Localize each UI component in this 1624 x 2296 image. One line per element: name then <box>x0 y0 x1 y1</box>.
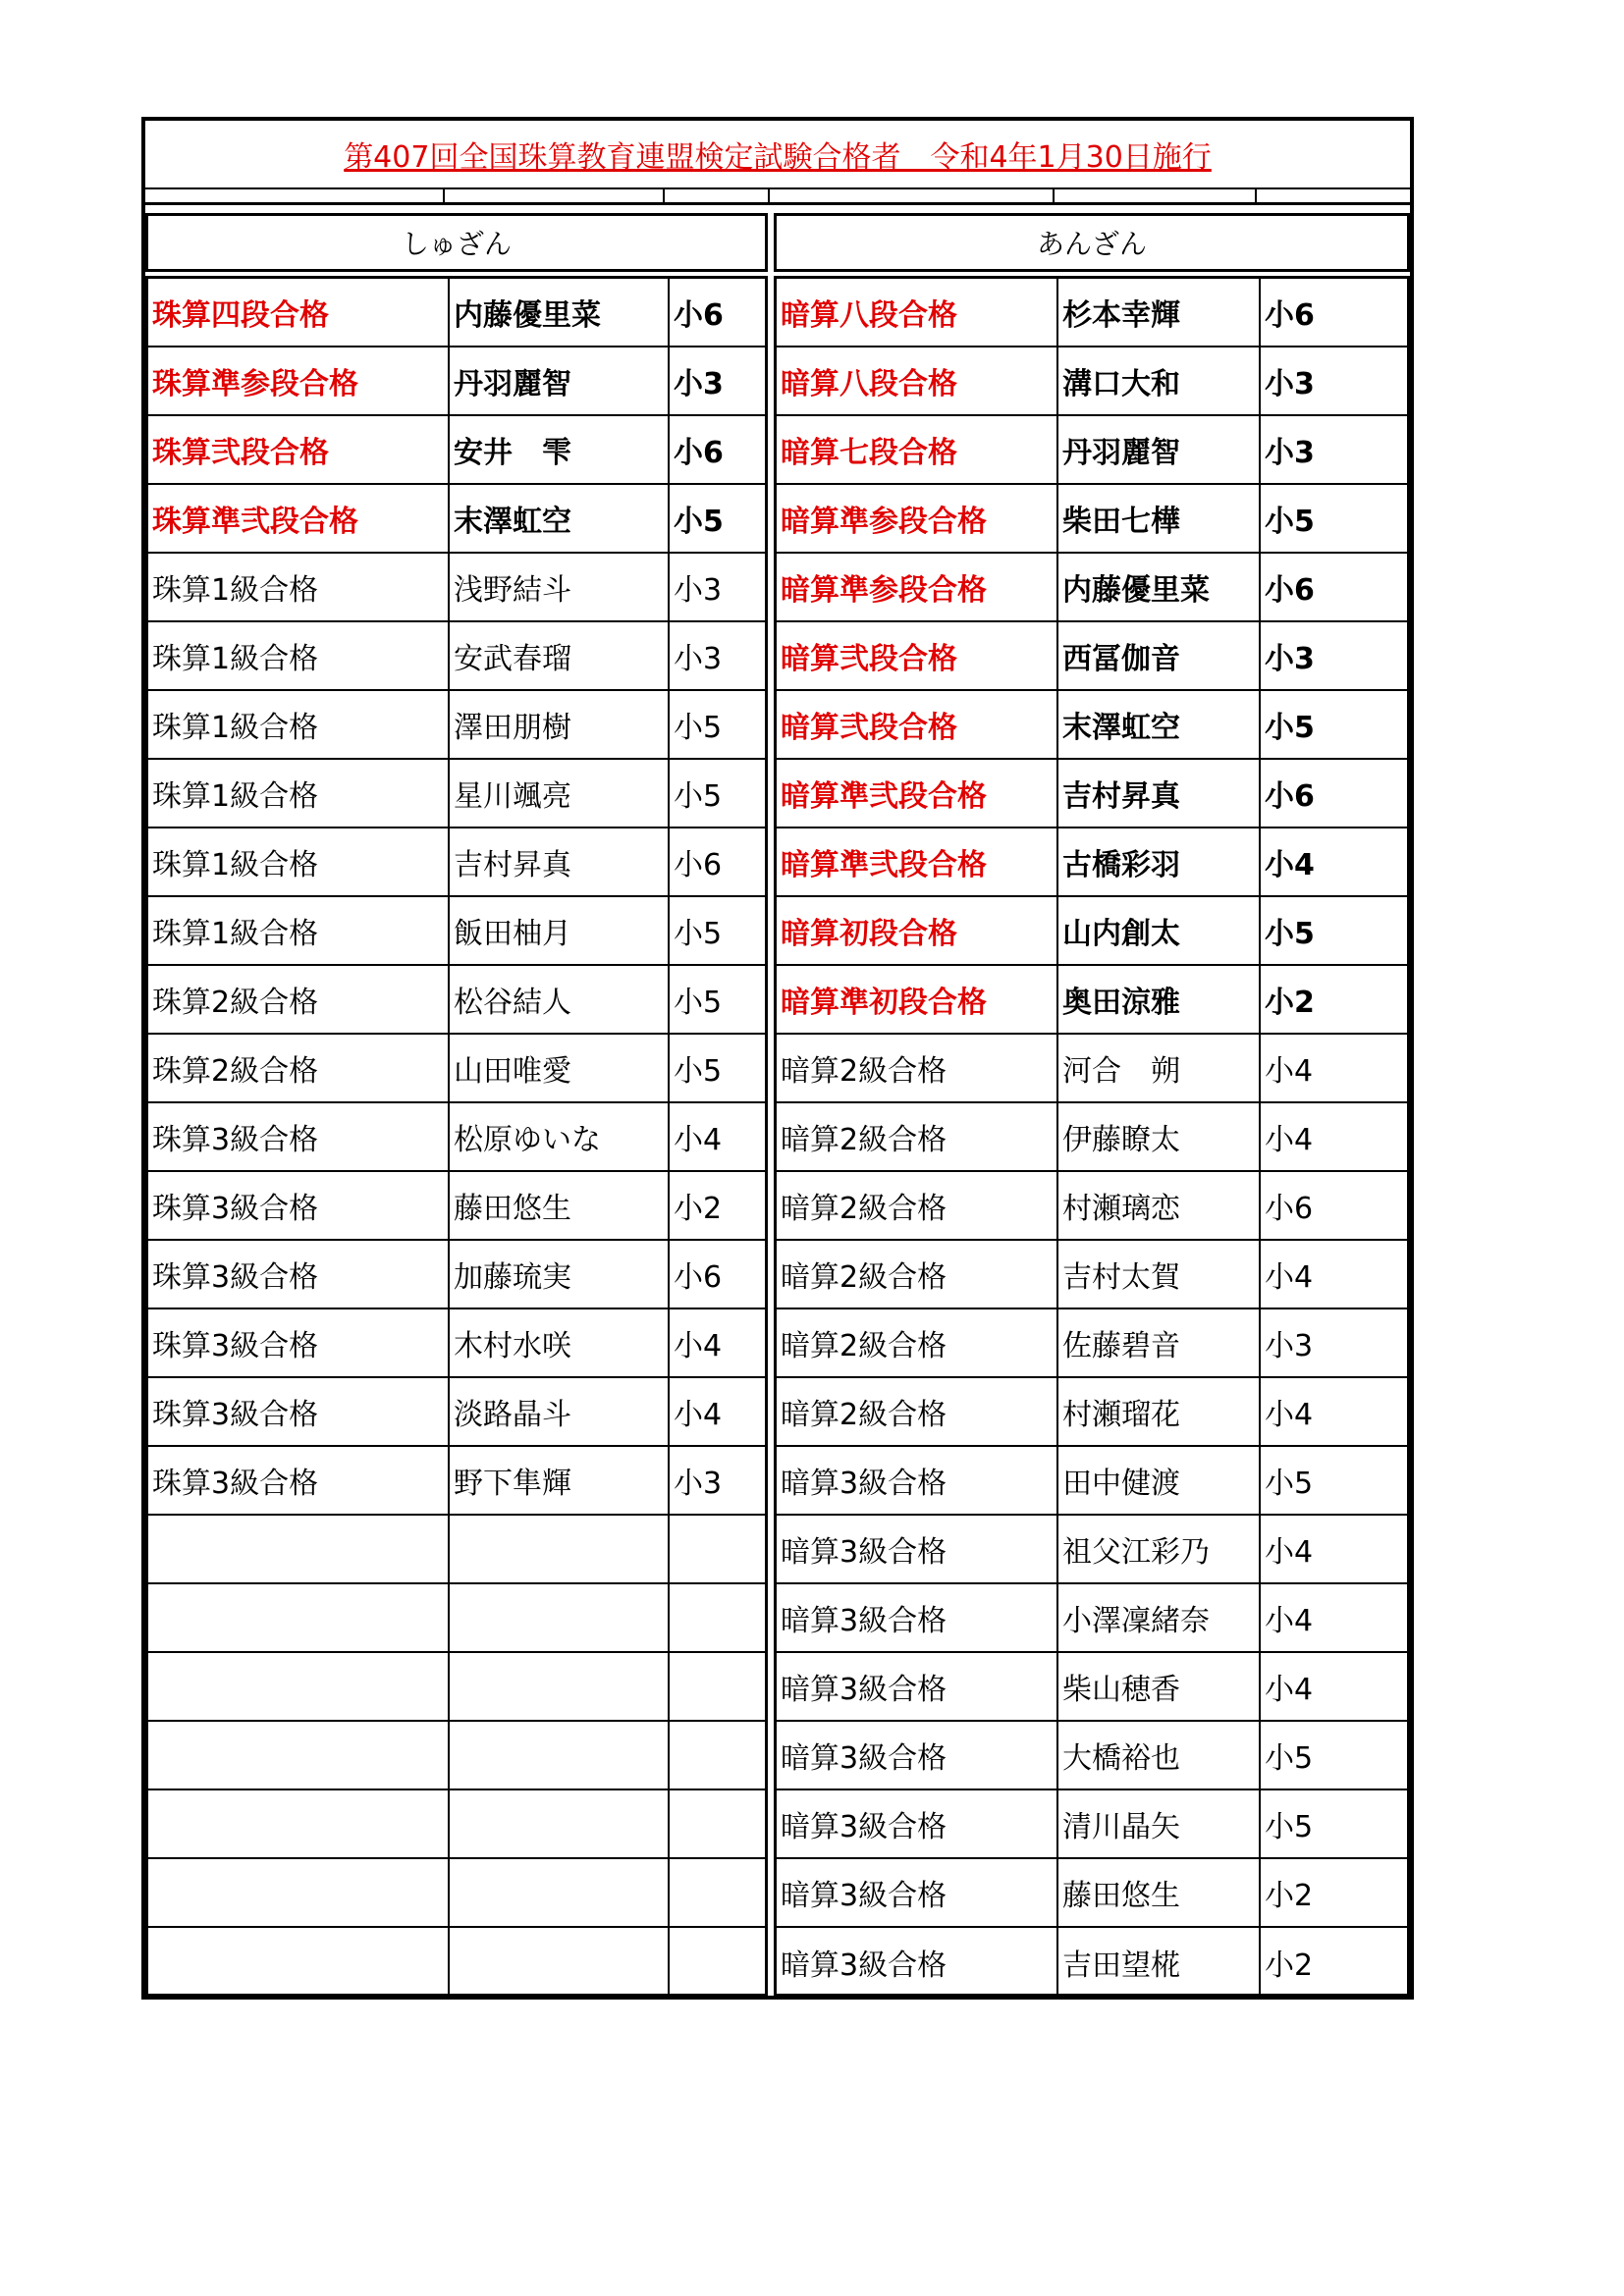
level-cell: 珠算準弐段合格 <box>148 485 450 552</box>
table-row <box>777 1103 1407 1172</box>
grade-cell: 小3 <box>674 1467 723 1501</box>
table-row <box>148 1309 765 1378</box>
spacer-divider <box>768 189 770 202</box>
grade-cell: 小2 <box>674 1192 723 1226</box>
name-cell: 溝口大和 <box>1058 347 1261 414</box>
name-cell: 柴田七樺 <box>1058 485 1261 552</box>
table-row <box>148 828 765 897</box>
grade-cell: 小4 <box>1265 1535 1314 1570</box>
table-row <box>148 554 765 622</box>
name-cell: 安武春瑠 <box>450 622 670 689</box>
name-cell: 藤田悠生 <box>1058 1859 1261 1926</box>
grade-cell: 小2 <box>1265 986 1315 1020</box>
spacer-divider <box>663 189 665 202</box>
grade-cell: 小3 <box>674 642 723 676</box>
table-row <box>777 1928 1407 1997</box>
table-row <box>148 1859 765 1928</box>
grade-cell: 小6 <box>674 436 724 470</box>
grade-cell: 小5 <box>1265 1810 1314 1844</box>
level-cell: 暗算弐段合格 <box>777 622 1058 689</box>
name-cell: 澤田朋樹 <box>450 691 670 758</box>
level-cell: 珠算3級合格 <box>148 1172 450 1239</box>
table-row <box>777 485 1407 554</box>
name-cell: 安井 雫 <box>450 416 670 483</box>
grade-cell: 小6 <box>1265 573 1315 608</box>
table-row <box>148 760 765 828</box>
grade-cell: 小4 <box>1265 1123 1314 1157</box>
grade-cell <box>670 1653 765 1720</box>
name-cell <box>450 1584 670 1651</box>
table-row <box>148 1653 765 1722</box>
name-cell: 松原ゆいな <box>450 1103 670 1170</box>
table-row <box>777 1035 1407 1103</box>
name-cell: 杉本幸輝 <box>1058 279 1261 346</box>
grade-cell <box>670 1516 765 1582</box>
level-cell: 暗算初段合格 <box>777 897 1058 964</box>
grade-cell: 小2 <box>1265 1879 1314 1913</box>
table-row <box>777 1790 1407 1859</box>
grade-cell: 小2 <box>1265 1949 1314 1983</box>
name-cell <box>450 1928 670 1997</box>
grade-cell: 小4 <box>1265 1054 1314 1089</box>
name-cell <box>450 1653 670 1720</box>
table-row <box>148 1172 765 1241</box>
table-row <box>777 897 1407 966</box>
level-cell: 暗算準初段合格 <box>777 966 1058 1033</box>
level-cell: 暗算弐段合格 <box>777 691 1058 758</box>
table-row <box>148 1790 765 1859</box>
grade-cell: 小4 <box>1265 1260 1314 1295</box>
table-row <box>148 279 765 347</box>
table-row <box>148 1103 765 1172</box>
grade-cell: 小5 <box>1265 1467 1314 1501</box>
name-cell: 河合 朔 <box>1058 1035 1261 1101</box>
level-cell: 珠算1級合格 <box>148 828 450 895</box>
level-cell: 珠算1級合格 <box>148 760 450 827</box>
level-cell: 暗算3級合格 <box>777 1584 1058 1651</box>
level-cell: 珠算3級合格 <box>148 1103 450 1170</box>
results-sheet <box>141 117 1414 2000</box>
table-row <box>777 1516 1407 1584</box>
level-cell: 珠算1級合格 <box>148 622 450 689</box>
table-row <box>148 897 765 966</box>
name-cell: 田中健渡 <box>1058 1447 1261 1514</box>
table-row <box>148 1928 765 1997</box>
table-row <box>777 1447 1407 1516</box>
level-cell <box>148 1584 450 1651</box>
name-cell: 内藤優里菜 <box>450 279 670 346</box>
grade-cell: 小5 <box>1265 711 1315 745</box>
level-cell <box>148 1928 450 1997</box>
table-row <box>148 1035 765 1103</box>
level-cell: 珠算3級合格 <box>148 1241 450 1308</box>
table-row <box>148 691 765 760</box>
grade-cell: 小6 <box>674 1260 723 1295</box>
name-cell <box>450 1859 670 1926</box>
grade-cell: 小6 <box>1265 779 1315 814</box>
grade-cell: 小5 <box>674 505 724 539</box>
name-cell <box>450 1516 670 1582</box>
spacer-divider <box>1053 189 1055 202</box>
table-row <box>148 1722 765 1790</box>
name-cell: 末澤虹空 <box>450 485 670 552</box>
level-cell: 暗算八段合格 <box>777 279 1058 346</box>
table-row <box>148 1241 765 1309</box>
table-row <box>777 347 1407 416</box>
level-cell: 暗算3級合格 <box>777 1859 1058 1926</box>
table-row <box>777 1584 1407 1653</box>
table-row <box>777 1378 1407 1447</box>
level-cell <box>148 1653 450 1720</box>
grade-cell: 小5 <box>1265 505 1315 539</box>
grade-cell: 小4 <box>1265 1673 1314 1707</box>
table-row <box>777 691 1407 760</box>
table-row <box>777 1172 1407 1241</box>
level-cell: 珠算準参段合格 <box>148 347 450 414</box>
grade-cell: 小4 <box>674 1329 723 1363</box>
name-cell: 清川晶矢 <box>1058 1790 1261 1857</box>
grade-cell: 小5 <box>674 986 723 1020</box>
level-cell: 珠算1級合格 <box>148 691 450 758</box>
level-cell: 珠算3級合格 <box>148 1309 450 1376</box>
table-row <box>777 554 1407 622</box>
anzan-table <box>774 276 1410 1997</box>
level-cell <box>148 1516 450 1582</box>
section-headers <box>145 213 1410 272</box>
level-cell: 暗算3級合格 <box>777 1790 1058 1857</box>
name-cell: 加藤琉実 <box>450 1241 670 1308</box>
grade-cell: 小5 <box>674 711 723 745</box>
level-cell: 暗算3級合格 <box>777 1653 1058 1720</box>
grade-cell <box>670 1790 765 1857</box>
name-cell: 山内創太 <box>1058 897 1261 964</box>
table-row <box>777 279 1407 347</box>
name-cell: 伊藤瞭太 <box>1058 1103 1261 1170</box>
table-row <box>148 485 765 554</box>
table-row <box>148 622 765 691</box>
name-cell: 小澤凜緒奈 <box>1058 1584 1261 1651</box>
table-row <box>148 1584 765 1653</box>
name-cell: 淡路晶斗 <box>450 1378 670 1445</box>
level-cell <box>148 1859 450 1926</box>
name-cell: 浅野結斗 <box>450 554 670 620</box>
level-cell: 暗算準参段合格 <box>777 554 1058 620</box>
level-cell <box>148 1790 450 1857</box>
level-cell: 珠算1級合格 <box>148 554 450 620</box>
name-cell: 藤田悠生 <box>450 1172 670 1239</box>
grade-cell: 小3 <box>1265 642 1315 676</box>
table-row <box>148 416 765 485</box>
grade-cell: 小4 <box>674 1398 723 1432</box>
grade-cell: 小5 <box>1265 1741 1314 1776</box>
level-cell: 暗算3級合格 <box>777 1928 1058 1997</box>
level-cell: 暗算準参段合格 <box>777 485 1058 552</box>
grade-cell <box>670 1584 765 1651</box>
name-cell: 村瀬瑠花 <box>1058 1378 1261 1445</box>
level-cell: 珠算3級合格 <box>148 1447 450 1514</box>
name-cell: 奥田涼雅 <box>1058 966 1261 1033</box>
grade-cell: 小5 <box>674 1054 723 1089</box>
table-row <box>148 1516 765 1584</box>
level-cell: 暗算2級合格 <box>777 1035 1058 1101</box>
level-cell: 暗算3級合格 <box>777 1722 1058 1789</box>
grade-cell: 小3 <box>1265 1329 1314 1363</box>
level-cell: 暗算2級合格 <box>777 1378 1058 1445</box>
name-cell: 星川颯亮 <box>450 760 670 827</box>
table-row <box>777 828 1407 897</box>
grade-cell: 小5 <box>674 779 723 814</box>
table-row <box>777 416 1407 485</box>
level-cell: 暗算2級合格 <box>777 1309 1058 1376</box>
name-cell: 村瀬璃恋 <box>1058 1172 1261 1239</box>
name-cell: 大橋裕也 <box>1058 1722 1261 1789</box>
grade-cell: 小6 <box>674 298 724 333</box>
table-row <box>148 347 765 416</box>
name-cell <box>450 1722 670 1789</box>
level-cell: 珠算1級合格 <box>148 897 450 964</box>
grade-cell: 小6 <box>674 848 723 882</box>
table-row <box>777 760 1407 828</box>
grade-cell <box>670 1859 765 1926</box>
name-cell: 丹羽麗智 <box>450 347 670 414</box>
shuzan-heading: しゅざん <box>145 213 768 272</box>
table-row <box>148 1447 765 1516</box>
grade-cell: 小3 <box>1265 367 1315 401</box>
grade-cell: 小4 <box>1265 1398 1314 1432</box>
table-row <box>777 1653 1407 1722</box>
spacer-divider <box>443 189 445 202</box>
anzan-heading: あんざん <box>774 213 1410 272</box>
name-cell: 吉村昇真 <box>1058 760 1261 827</box>
name-cell: 内藤優里菜 <box>1058 554 1261 620</box>
name-cell: 吉村太賀 <box>1058 1241 1261 1308</box>
level-cell: 暗算2級合格 <box>777 1241 1058 1308</box>
grade-cell <box>670 1928 765 1997</box>
name-cell <box>450 1790 670 1857</box>
name-cell: 吉村昇真 <box>450 828 670 895</box>
table-row <box>777 622 1407 691</box>
level-cell: 珠算3級合格 <box>148 1378 450 1445</box>
grade-cell <box>670 1722 765 1789</box>
name-cell: 柴山穂香 <box>1058 1653 1261 1720</box>
name-cell: 末澤虹空 <box>1058 691 1261 758</box>
level-cell: 珠算四段合格 <box>148 279 450 346</box>
name-cell: 野下隼輝 <box>450 1447 670 1514</box>
grade-cell: 小4 <box>1265 848 1315 882</box>
name-cell: 西冨伽音 <box>1058 622 1261 689</box>
name-cell: 丹羽麗智 <box>1058 416 1261 483</box>
name-cell: 山田唯愛 <box>450 1035 670 1101</box>
document-title: 第407回全国珠算教育連盟検定試験合格者 令和4年1月30日施行 <box>344 140 1212 175</box>
level-cell: 珠算2級合格 <box>148 1035 450 1101</box>
name-cell: 飯田柚月 <box>450 897 670 964</box>
grade-cell: 小6 <box>1265 298 1315 333</box>
table-row <box>148 966 765 1035</box>
shuzan-table <box>145 276 768 1997</box>
grade-cell: 小4 <box>1265 1604 1314 1638</box>
name-cell: 古橋彩羽 <box>1058 828 1261 895</box>
name-cell: 吉田望椛 <box>1058 1928 1261 1997</box>
spacer-divider <box>1255 189 1257 202</box>
table-row <box>777 966 1407 1035</box>
level-cell: 暗算2級合格 <box>777 1103 1058 1170</box>
level-cell: 暗算準弐段合格 <box>777 760 1058 827</box>
name-cell: 佐藤碧音 <box>1058 1309 1261 1376</box>
table-row <box>777 1309 1407 1378</box>
level-cell: 珠算2級合格 <box>148 966 450 1033</box>
table-row <box>777 1241 1407 1309</box>
grade-cell: 小3 <box>1265 436 1315 470</box>
name-cell: 松谷結人 <box>450 966 670 1033</box>
grade-cell: 小6 <box>1265 1192 1314 1226</box>
level-cell: 暗算3級合格 <box>777 1516 1058 1582</box>
level-cell: 暗算八段合格 <box>777 347 1058 414</box>
grade-cell: 小3 <box>674 367 724 401</box>
level-cell: 暗算3級合格 <box>777 1447 1058 1514</box>
name-cell: 祖父江彩乃 <box>1058 1516 1261 1582</box>
level-cell: 暗算七段合格 <box>777 416 1058 483</box>
grade-cell: 小5 <box>1265 917 1315 951</box>
spacer-row <box>145 187 1410 205</box>
level-cell <box>148 1722 450 1789</box>
level-cell: 暗算2級合格 <box>777 1172 1058 1239</box>
table-row <box>148 1378 765 1447</box>
level-cell: 暗算準弐段合格 <box>777 828 1058 895</box>
level-cell: 珠算弐段合格 <box>148 416 450 483</box>
table-row <box>777 1859 1407 1928</box>
grade-cell: 小3 <box>674 573 723 608</box>
grade-cell: 小4 <box>674 1123 723 1157</box>
name-cell: 木村水咲 <box>450 1309 670 1376</box>
grade-cell: 小5 <box>674 917 723 951</box>
table-row <box>777 1722 1407 1790</box>
